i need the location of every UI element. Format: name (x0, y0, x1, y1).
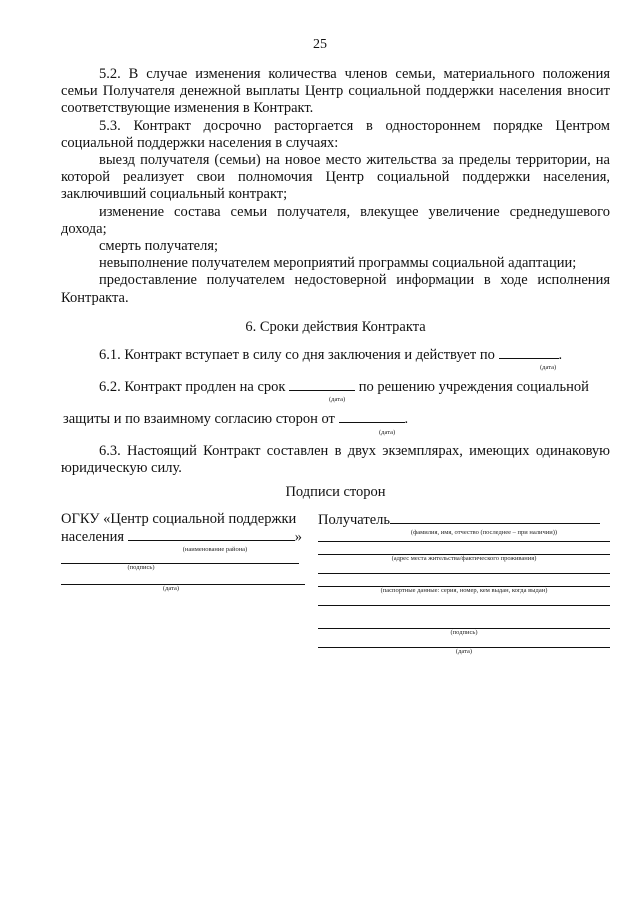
paragraph-6-2-end: . (404, 411, 409, 428)
center-org-name-prefix: населения (61, 529, 125, 545)
district-name-blank[interactable] (128, 528, 295, 541)
recipient-name-caption: (фамилия, имя, отчество (последнее – при наличии)) (410, 529, 558, 536)
recipient-signature-caption: (подпись) (450, 629, 478, 636)
recipient-passport-line-2[interactable] (318, 605, 610, 606)
recipient-line (318, 511, 610, 529)
termination-case-death: смерть получателя; (99, 238, 219, 255)
paragraph-6-1 (61, 346, 610, 364)
paragraph-6-1-text: 6.1. Контракт вступает в силу со дня заключения и действует по (99, 347, 495, 364)
recipient-label: Получатель (318, 512, 390, 528)
paragraph-6-2-text-a: 6.2. Контракт продлен на срок (99, 379, 286, 396)
agreement-date-blank[interactable] (339, 410, 405, 423)
end-date-caption-row (61, 364, 610, 372)
paragraph-6-3: 6.3. Настоящий Контракт составлен в двух экземплярах, имеющих одинаковую юридическую силу. (61, 442, 610, 476)
termination-case-nonfulfillment: невыполнение получателем мероприятий программы социальной адаптации; (99, 255, 577, 272)
extension-term-caption-row (61, 396, 610, 404)
termination-case-family-change: изменение состава семьи получателя, влекущее увеличение среднедушевого дохода; (61, 203, 610, 237)
recipient-address-line-2[interactable] (318, 573, 610, 574)
extension-term-caption: (дата) (329, 396, 346, 404)
end-date-blank[interactable] (499, 346, 559, 359)
signature-block-center (61, 511, 309, 593)
recipient-name-line-2[interactable] (318, 541, 610, 542)
signatures-section (61, 484, 610, 655)
agreement-date-caption-row (61, 429, 610, 437)
paragraph-6-2-line1 (61, 378, 610, 396)
recipient-passport-caption: (паспортные данные: серия, номер, кем выдан, когда выдан) (380, 587, 548, 594)
page-number: 25 (313, 37, 327, 52)
center-org-name-line2 (61, 528, 309, 546)
section-6-heading: 6. Сроки действия Контракта (245, 318, 426, 335)
signatures-title: Подписи сторон (285, 484, 386, 500)
center-org-name-line1: ОГКУ «Центр социальной поддержки (61, 511, 297, 527)
recipient-address-caption: (адрес места жительства/фактического проживания) (391, 555, 537, 562)
paragraph-6-2-text-c: защиты и по взаимному согласию сторон от (63, 411, 335, 428)
termination-case-false-info: предоставление получателем недостоверной информации в ходе исполнения Контракта. (61, 272, 610, 306)
center-date-caption: (дата) (162, 585, 180, 592)
paragraph-5-2: 5.2. В случае изменения количества членов семьи, материального положения семьи Получателя денежной выплаты Центр социальной поддержки населения вносит соответствующие изменения в Контракт. (61, 66, 610, 117)
paragraph-6-2-line2 (61, 410, 610, 428)
signature-block-recipient (318, 511, 610, 656)
recipient-name-blank[interactable] (390, 511, 600, 524)
paragraph-5-3: 5.3. Контракт досрочно расторгается в одностороннем порядке Центром социальной поддержки населения в случаях: (61, 117, 610, 151)
end-date-caption: (дата) (540, 364, 557, 372)
recipient-date-caption: (дата) (455, 648, 473, 655)
document-body (61, 66, 610, 477)
extension-term-blank[interactable] (289, 378, 355, 391)
center-signature-caption: (подпись) (127, 564, 155, 571)
district-name-caption: (наименование района) (182, 546, 248, 553)
paragraph-6-1-end: . (558, 347, 563, 364)
center-org-name-suffix: » (294, 529, 302, 545)
termination-case-relocation: выезд получателя (семьи) на новое место жительства за пределы территории, на которой реализует свои полномочия Центр социальной поддержки населения, заключивший социальный контракт; (61, 152, 610, 203)
paragraph-6-2-text-b: по решению учреждения социальной (358, 379, 589, 396)
agreement-date-caption: (дата) (379, 428, 396, 436)
